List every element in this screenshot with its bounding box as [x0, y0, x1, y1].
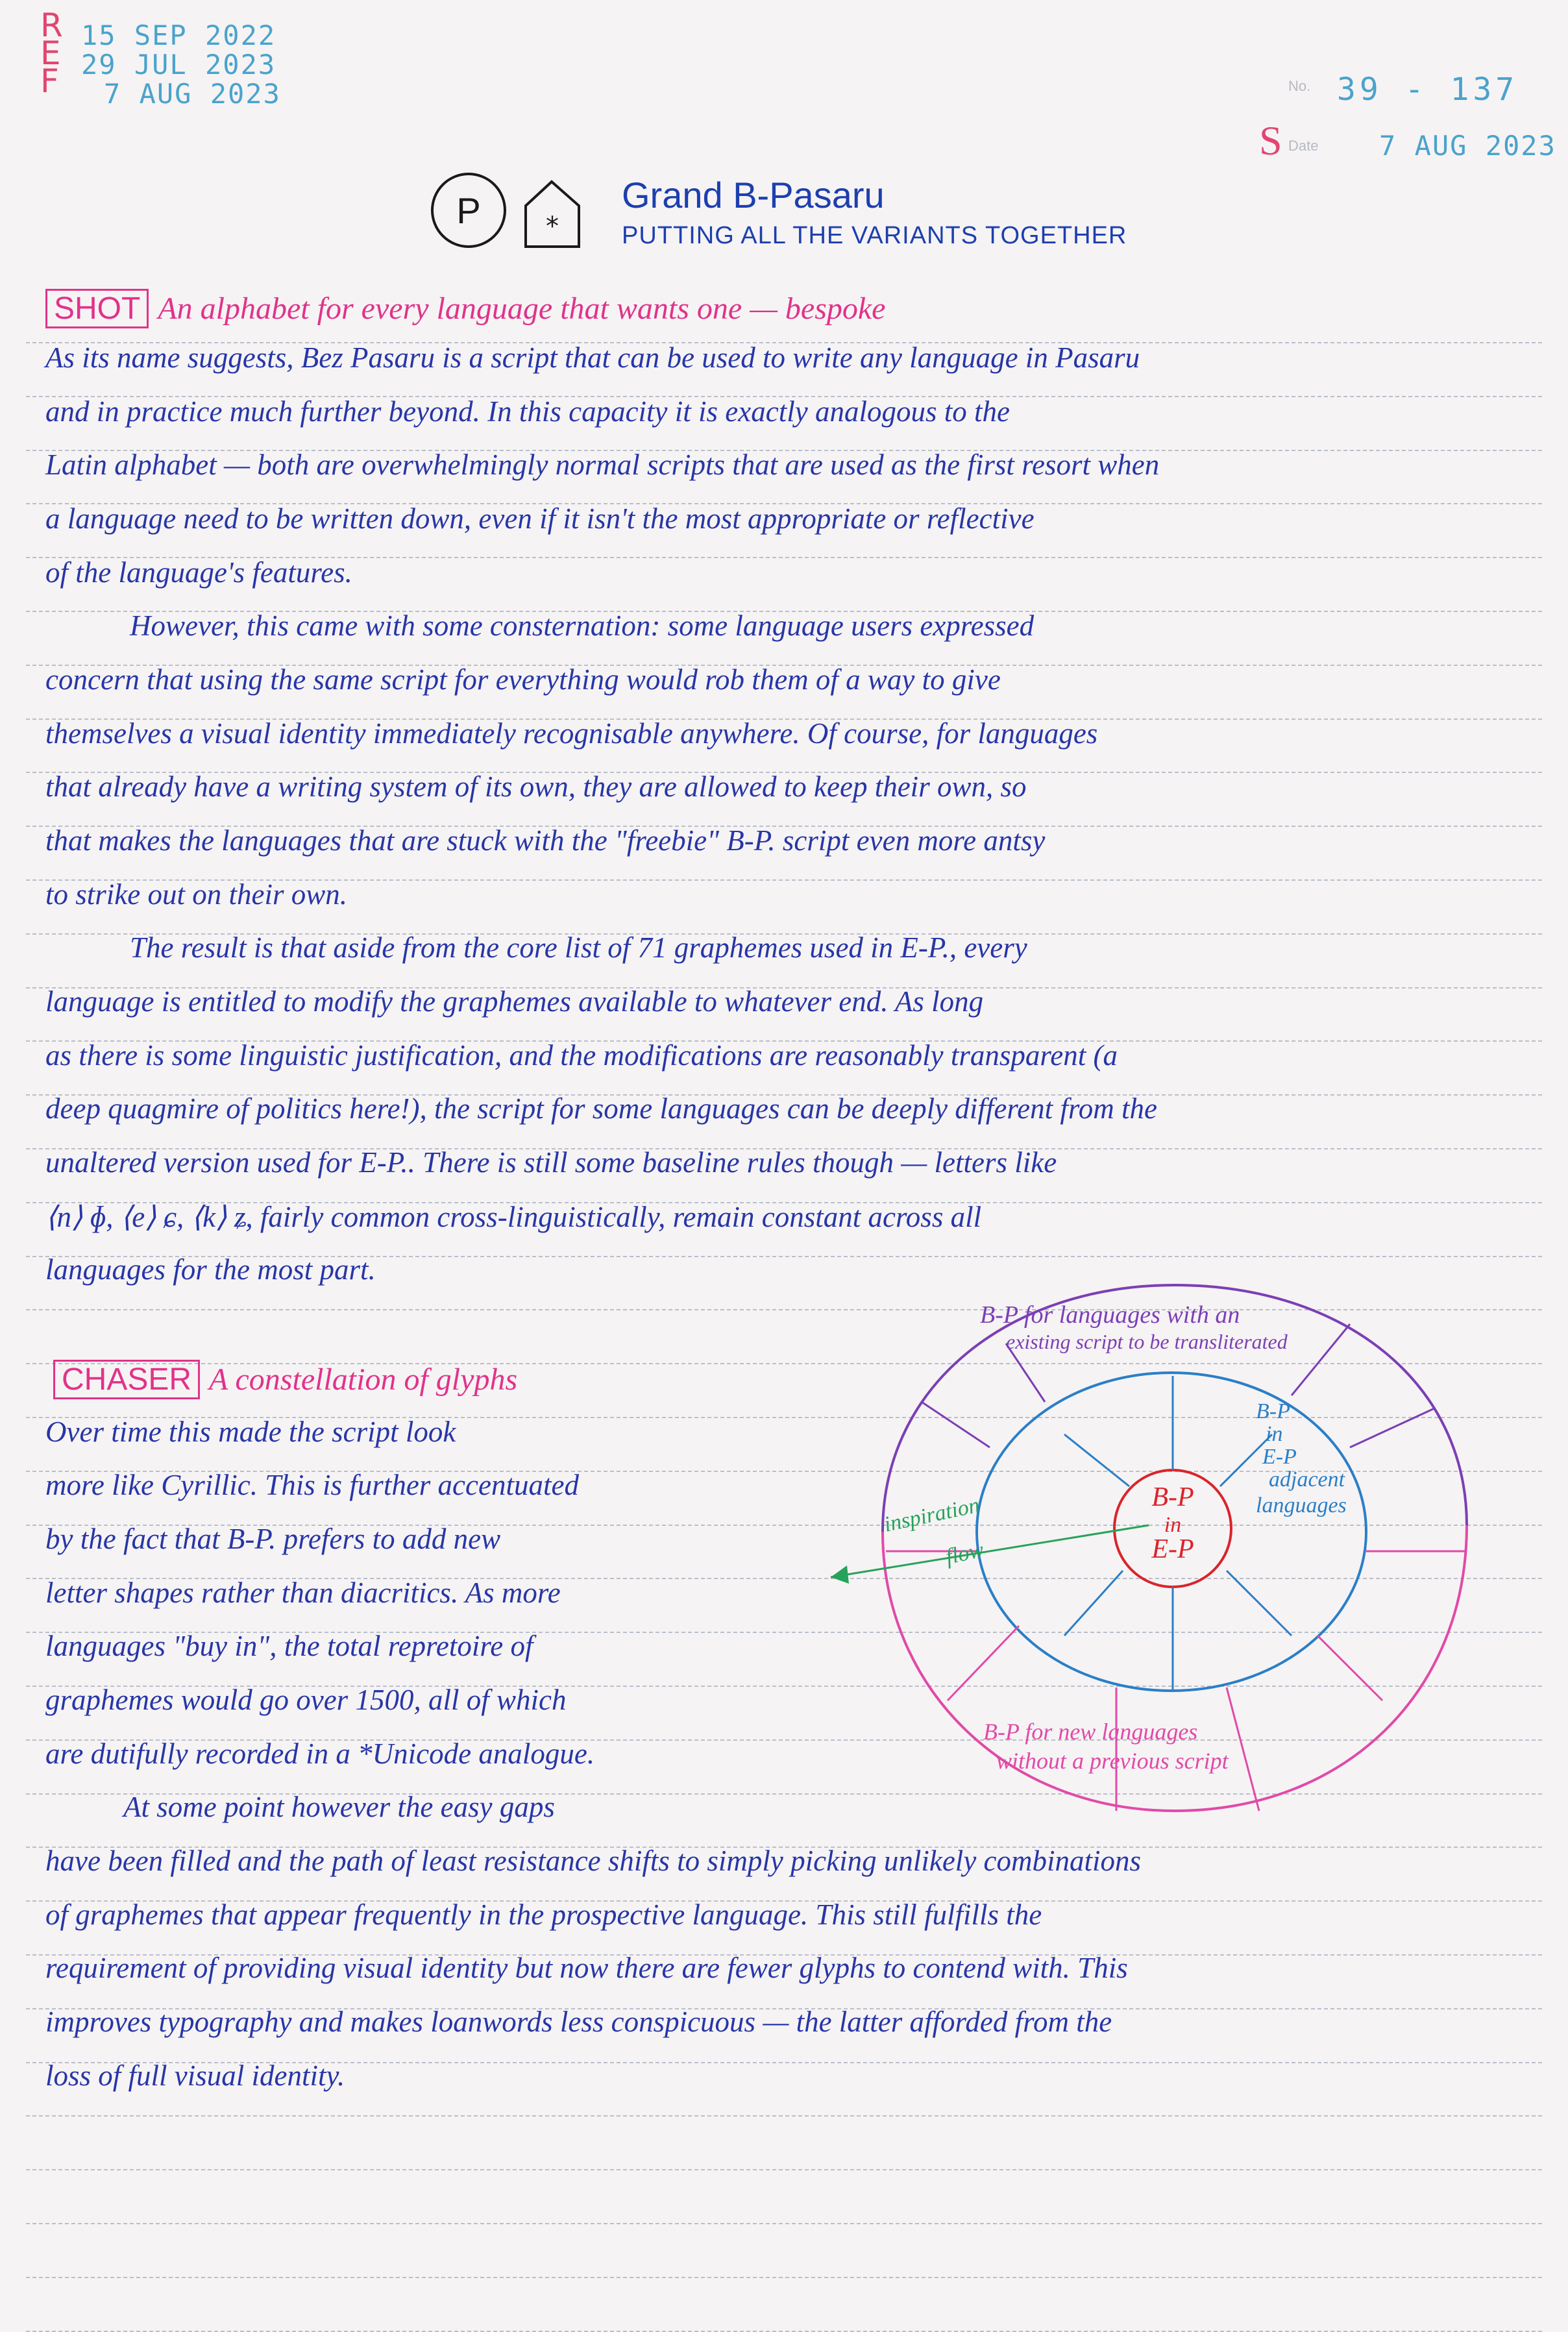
section1-line: and in practice much further beyond. In this capacity it is exactly analogous to the — [45, 395, 1010, 428]
section2-line: improves typography and makes loanwords less conspicuous — the latter afforded from the — [45, 2006, 1112, 2038]
outer-label-1: B-P for languages with an — [980, 1301, 1240, 1329]
section1-line: a language need to be written down, even if it isn't the most appropriate or reflective — [45, 502, 1035, 535]
section2-line: loss of full visual identity. — [45, 2059, 345, 2092]
section1-line: The result is that aside from the core list of 71 graphemes used in E-P., every — [130, 931, 1027, 964]
flow-arrow-head — [831, 1565, 849, 1584]
page-title: Grand B-Pasaru — [622, 175, 885, 215]
section1-tag: SHOT — [45, 289, 149, 328]
section2-line: Over time this made the script look — [45, 1416, 456, 1448]
date-stamp-2: 29 JUL 2023 — [81, 49, 276, 80]
center-label-3: E-P — [1151, 1534, 1194, 1564]
section2-line: letter shapes rather than diacritics. As more — [45, 1577, 561, 1609]
section1-line: deep quagmire of politics here!), the script for some languages can be deeply different from the — [45, 1092, 1157, 1125]
rule-line — [26, 2223, 1542, 2224]
section1-title: An alphabet for every language that wants one — bespoke — [158, 291, 886, 326]
section1-line: However, this came with some consternation: some language users expressed — [130, 609, 1035, 642]
date-label: Date — [1288, 138, 1319, 154]
number-label: No. — [1288, 78, 1311, 94]
rule-line — [26, 2115, 1542, 2117]
ref-letters — [40, 6, 63, 100]
bottom-label-1: B-P for new languages — [983, 1719, 1198, 1745]
bottom-label-2: without a previous script — [996, 1748, 1229, 1774]
flow-label-1: inspiration — [881, 1493, 982, 1537]
section2-line: are dutifully recorded in a *Unicode analogue. — [45, 1737, 595, 1770]
section2-line: by the fact that B-P. prefers to add new — [45, 1523, 501, 1555]
section2-line: have been filled and the path of least resistance shifts to simply picking unlikely combinations — [45, 1845, 1142, 1877]
section2-line: of graphemes that appear frequently in the prospective language. This still fulfills the — [45, 1898, 1042, 1931]
rule-line — [26, 2277, 1542, 2278]
section1-line: concern that using the same script for everything would rob them of a way to give — [45, 663, 1001, 696]
middle-label-2: in — [1266, 1422, 1283, 1446]
constellation-diagram — [811, 1272, 1525, 1843]
section1-line: to strike out on their own. — [45, 878, 347, 911]
section1-line: themselves a visual identity immediately recognisable anywhere. Of course, for languages — [45, 717, 1098, 750]
section2-line: requirement of providing visual identity but now there are fewer glyphs to contend with. This — [45, 1952, 1128, 1984]
page-number-stamp: 39 - 137 — [1337, 71, 1519, 108]
section1-line: that already have a writing system of its own, they are allowed to keep their own, so — [45, 770, 1027, 803]
middle-label-4: adjacent — [1269, 1467, 1345, 1491]
ref-letter-e: E — [40, 34, 61, 72]
middle-label-3: E-P — [1262, 1445, 1297, 1469]
middle-label-5: languages — [1256, 1493, 1347, 1517]
rule-line — [26, 2169, 1542, 2170]
center-label-2: in — [1164, 1513, 1182, 1537]
middle-label-1: B-P — [1256, 1399, 1290, 1423]
section1-line: that makes the languages that are stuck with the "freebie" B-P. script even more antsy — [45, 824, 1046, 857]
section2-title: A constellation of glyphs — [209, 1362, 518, 1397]
section1-heading — [45, 289, 885, 328]
center-label-1: B-P — [1151, 1482, 1194, 1512]
section1-line: Latin alphabet — both are overwhelmingly normal scripts that are used as the first resort when — [45, 448, 1160, 481]
section2-line: languages "buy in", the total repretoire of — [45, 1630, 533, 1662]
flow-arrow-line — [831, 1525, 1149, 1577]
page-subtitle: PUTTING ALL THE VARIANTS TOGETHER — [622, 222, 1127, 249]
section2-line: At some point however the easy gaps — [123, 1791, 555, 1823]
section1-line: of the language's features. — [45, 556, 352, 589]
title-symbols — [428, 170, 591, 254]
section1-line: As its name suggests, Bez Pasaru is a script that can be used to write any language in Pasaru — [45, 341, 1140, 374]
house-symbol: * — [546, 212, 559, 241]
section1-line: as there is some linguistic justification, and the modifications are reasonably transparent (a — [45, 1039, 1118, 1072]
section1-line: languages for the most part. — [45, 1253, 376, 1286]
section2-heading — [53, 1360, 517, 1399]
date-value-stamp: 7 AUG 2023 — [1379, 130, 1556, 162]
date-stamp-3: 7 AUG 2023 — [104, 78, 281, 110]
section1-line: ⟨n⟩ ɸ, ⟨e⟩ ɕ, ⟨k⟩ ʑ, fairly common cross-linguistically, remain constant across all — [45, 1201, 982, 1233]
circle-letter: P — [456, 190, 481, 231]
outer-label-2: existing script to be transliterated — [1006, 1330, 1288, 1353]
section2-line: more like Cyrillic. This is further accentuated — [45, 1469, 579, 1501]
section2-tag: CHASER — [53, 1360, 200, 1399]
flow-label-2: flow — [943, 1538, 986, 1569]
s-mark: S — [1259, 117, 1282, 164]
rule-line — [26, 2331, 1542, 2332]
ref-letter-r: R — [40, 6, 63, 44]
date-stamp-1: 15 SEP 2022 — [81, 19, 276, 51]
ref-letter-f: F — [40, 62, 59, 100]
section1-line: language is entitled to modify the graphemes available to whatever end. As long — [45, 985, 984, 1018]
section1-line: unaltered version used for E-P.. There is still some baseline rules though — letters like — [45, 1146, 1057, 1179]
section2-line: graphemes would go over 1500, all of which — [45, 1684, 567, 1716]
